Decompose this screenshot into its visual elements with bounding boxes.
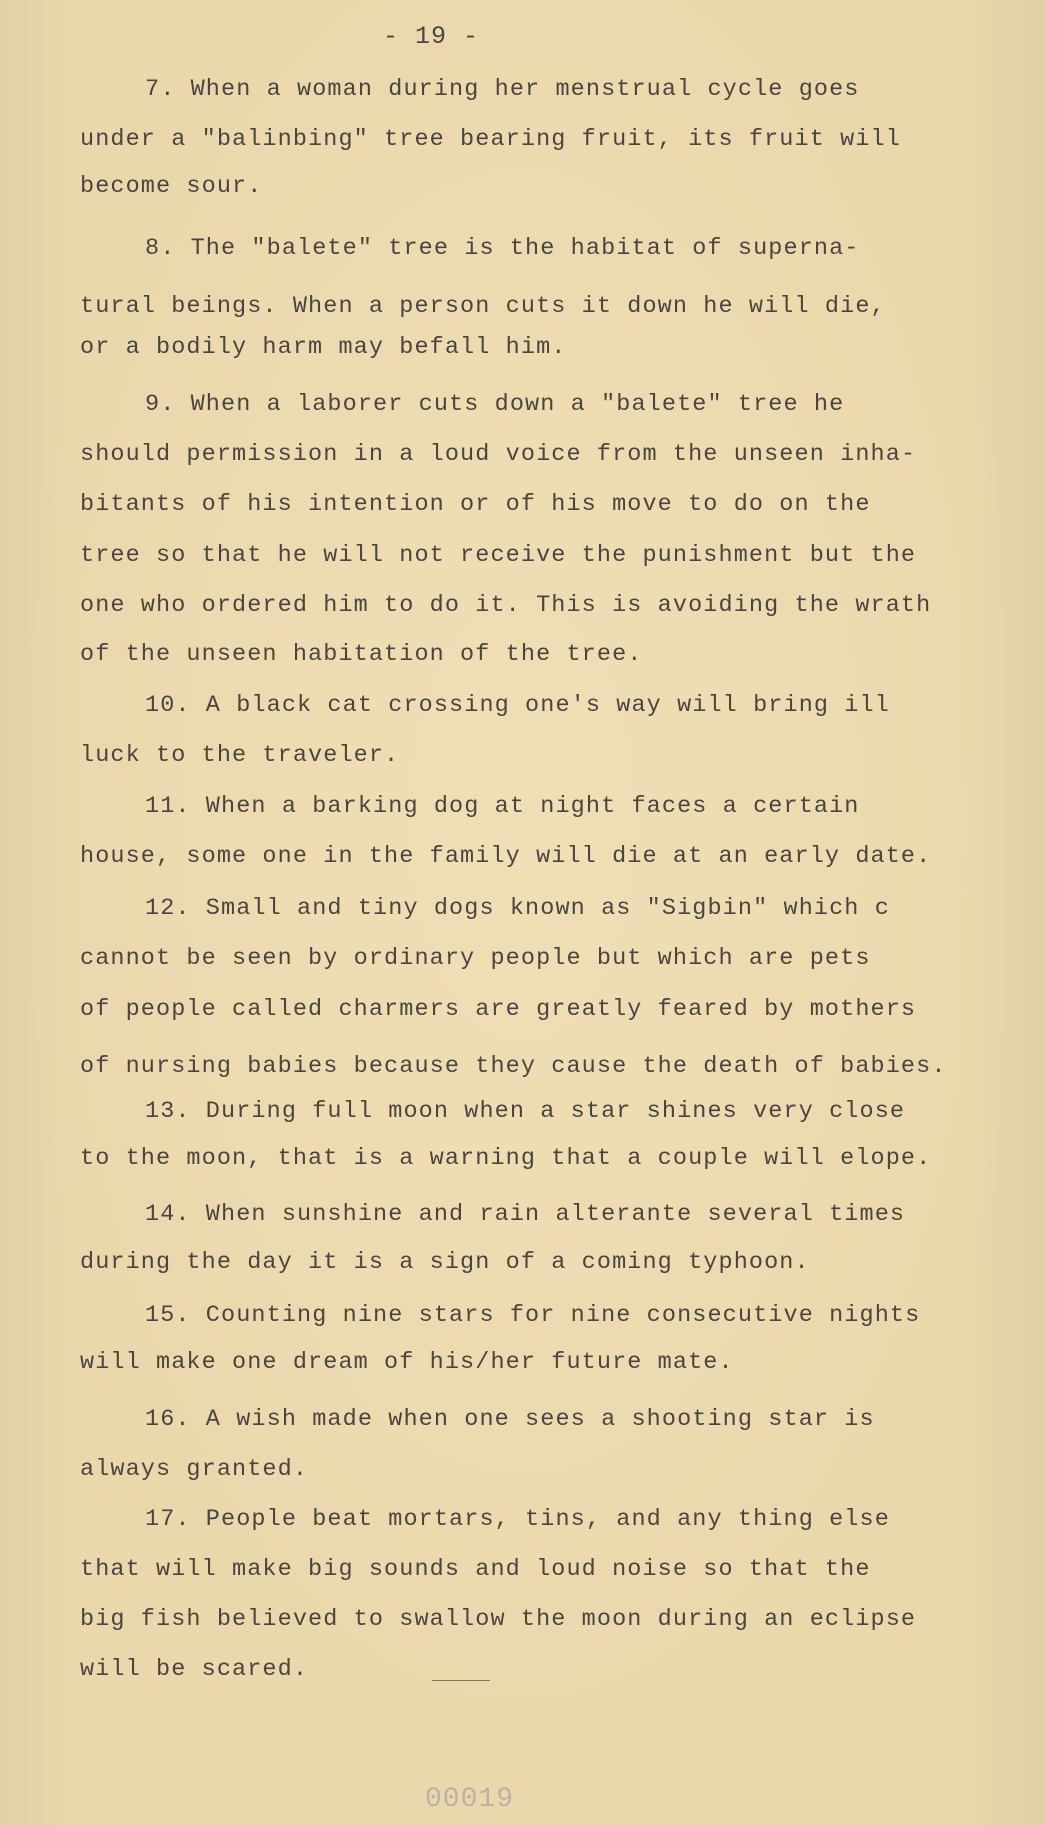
paragraph-line: of people called charmers are greatly feared by mothers: [80, 996, 917, 1023]
paragraph-line: luck to the traveler.: [80, 742, 400, 769]
paragraph-line: 13. During full moon when a star shines very close: [145, 1098, 906, 1125]
archive-stamp: 00019: [425, 1784, 515, 1815]
paragraph-line: of the unseen habitation of the tree.: [80, 641, 643, 668]
paragraph-line: 9. When a laborer cuts down a "balete" tree he: [145, 391, 845, 418]
paragraph-line: or a bodily harm may befall him.: [80, 334, 567, 361]
paragraph-line: should permission in a loud voice from the unseen inha-: [80, 441, 917, 468]
end-dash: [432, 1680, 490, 1681]
paragraph-line: always granted.: [80, 1456, 309, 1483]
paragraph-line: will make one dream of his/her future mate.: [80, 1349, 734, 1376]
paragraph-line: 17. People beat mortars, tins, and any thing else: [145, 1506, 890, 1533]
paragraph-line: big fish believed to swallow the moon during an eclipse: [80, 1606, 917, 1633]
page-number: - 19 -: [382, 22, 479, 51]
paragraph-line: under a "balinbing" tree bearing fruit, its fruit will: [80, 126, 901, 153]
paragraph-line: to the moon, that is a warning that a couple will elope.: [80, 1145, 932, 1172]
paragraph-line: 16. A wish made when one sees a shooting star is: [145, 1406, 875, 1433]
paragraph-line: that will make big sounds and loud noise so that the: [80, 1556, 871, 1583]
paragraph-line: 15. Counting nine stars for nine consecutive nights: [145, 1302, 921, 1329]
paragraph-line: of nursing babies because they cause the death of babies.: [80, 1053, 947, 1080]
paragraph-line: cannot be seen by ordinary people but which are pets: [80, 945, 871, 972]
paragraph-line: 14. When sunshine and rain alterante several times: [145, 1201, 906, 1228]
paragraph-line: 12. Small and tiny dogs known as "Sigbin" which c: [145, 895, 890, 922]
paragraph-line: 11. When a barking dog at night faces a certain: [145, 793, 860, 820]
paragraph-line: tree so that he will not receive the punishment but the: [80, 542, 917, 569]
paragraph-line: will be scared.: [80, 1656, 309, 1683]
paragraph-line: 10. A black cat crossing one's way will bring ill: [145, 692, 890, 719]
paragraph-line: tural beings. When a person cuts it down he will die,: [80, 293, 886, 320]
paragraph-line: 7. When a woman during her menstrual cycle goes: [145, 76, 860, 103]
paragraph-line: during the day it is a sign of a coming typhoon.: [80, 1249, 810, 1276]
paragraph-line: become sour.: [80, 173, 263, 200]
paragraph-line: one who ordered him to do it. This is avoiding the wrath: [80, 592, 932, 619]
paragraph-line: bitants of his intention or of his move to do on the: [80, 491, 871, 518]
paragraph-line: 8. The "balete" tree is the habitat of superna-: [145, 235, 860, 262]
paragraph-line: house, some one in the family will die at an early date.: [80, 843, 932, 870]
